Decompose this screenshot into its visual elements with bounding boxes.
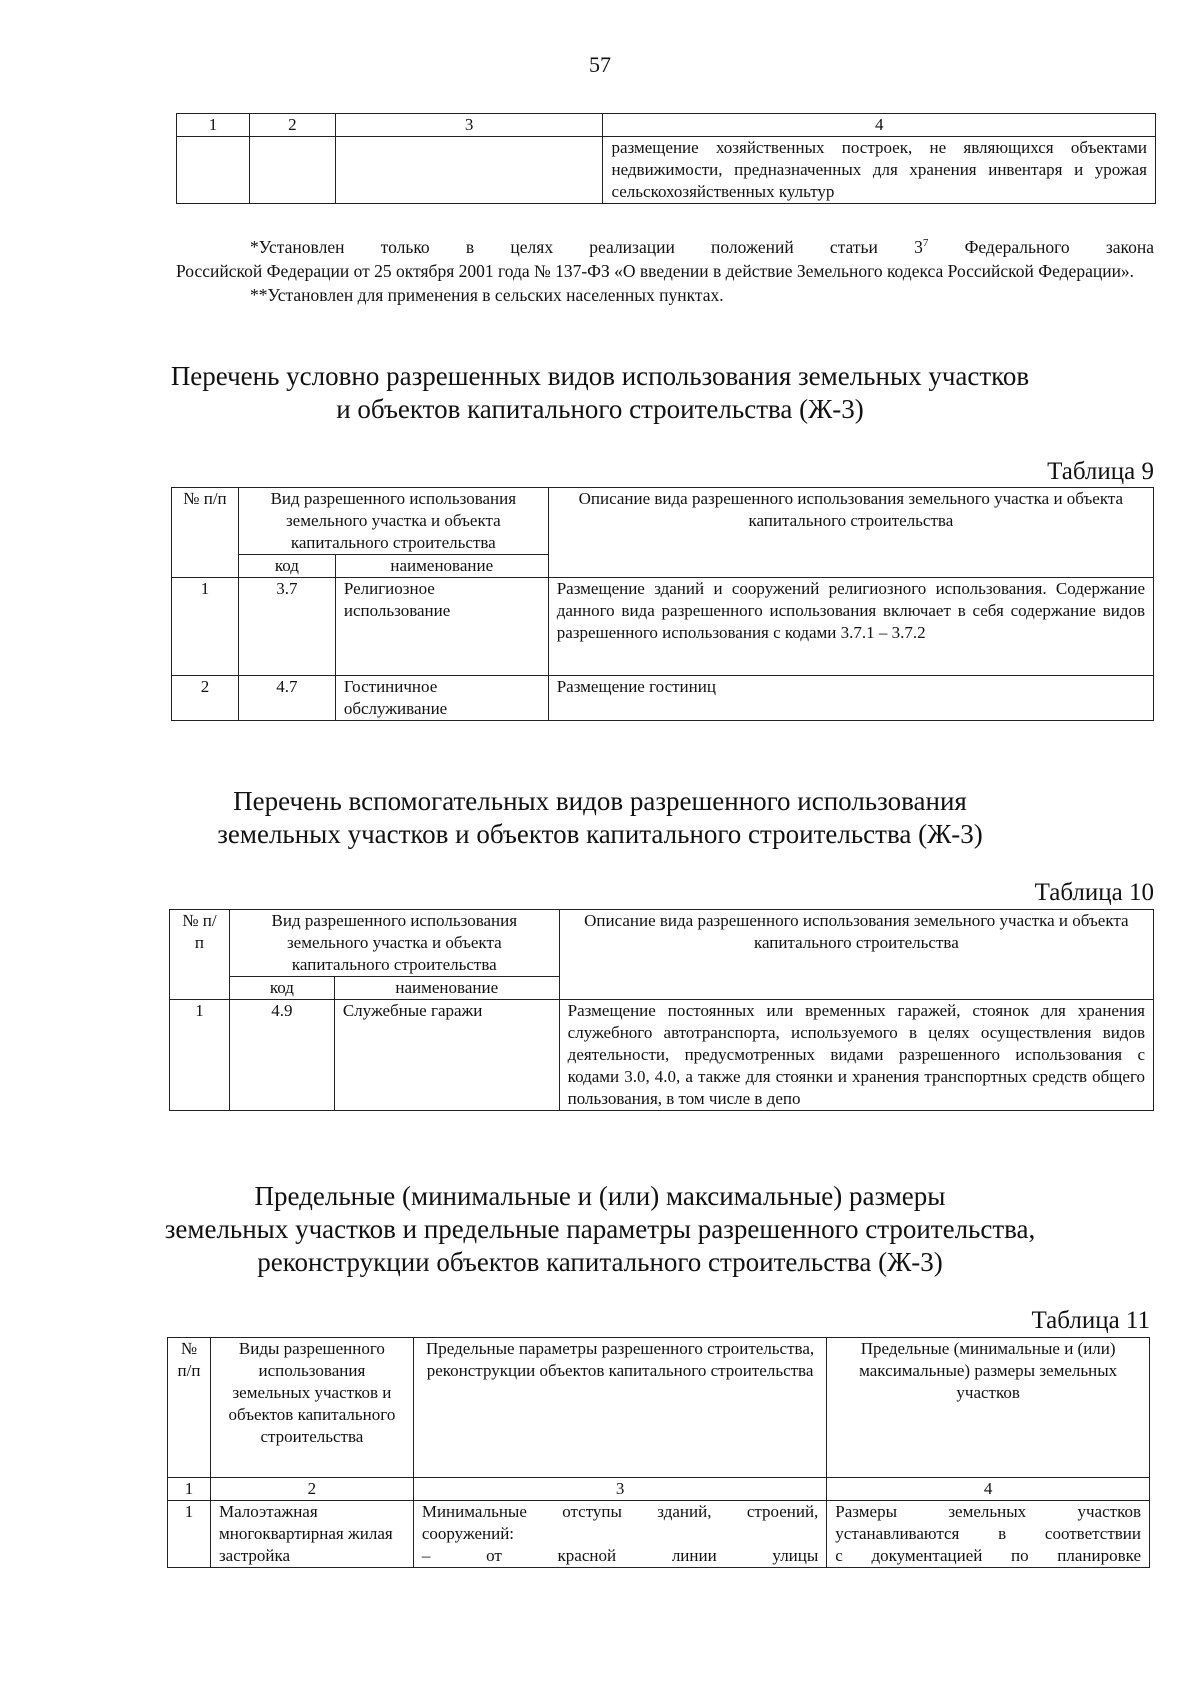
row-code: 3.7 — [238, 578, 335, 676]
header-code: код — [229, 977, 334, 1000]
table-cell — [177, 137, 250, 204]
table-11 — [167, 1337, 1150, 1568]
page-number: 57 — [589, 52, 611, 77]
footnote-1-suffix: Федерального закона — [928, 237, 1154, 257]
column-number-3: 3 — [335, 114, 603, 137]
footnote-2: **Установлен для применения в сельских населенных пунктах. — [250, 285, 724, 305]
section-title-auxiliary-uses: Перечень вспомогательных видов разрешенного использования земельных участков и объектов капитального строительства (Ж-3) — [217, 786, 983, 849]
table-9 — [171, 487, 1154, 721]
header-construction-parameters: Предельные параметры разрешенного строительства, реконструкции объектов капитального строительства — [413, 1338, 826, 1478]
table-row — [168, 1501, 1150, 1568]
table-header-row — [177, 114, 1156, 137]
footnotes — [176, 235, 1154, 307]
header-description: Описание вида разрешенного использования земельного участка и объекта капитального строительства — [548, 488, 1153, 578]
row-number: 1 — [170, 1000, 230, 1111]
footnote-1-prefix: *Установлен только в целях реализации положений статьи 3 — [250, 237, 923, 257]
header-plot-sizes: Предельные (минимальные и (или) максимальные) размеры земельных участков — [827, 1338, 1150, 1478]
row-construction-parameters: Минимальные отступы зданий, строений, сооружений: – от красной линии улицы — [413, 1501, 826, 1568]
section-title-conditional-uses: Перечень условно разрешенных видов использования земельных участков и объектов капитального строительства (Ж-3) — [170, 361, 1030, 424]
row-code: 4.9 — [229, 1000, 334, 1111]
table-11-caption: Таблица 11 — [1031, 1307, 1150, 1334]
table-header-row — [170, 910, 1154, 977]
header-number: № п/п — [172, 488, 239, 578]
column-number-2: 2 — [249, 114, 335, 137]
table-9-caption: Таблица 9 — [1047, 458, 1154, 485]
column-number-2: 2 — [210, 1478, 413, 1501]
table-row — [172, 676, 1154, 721]
row-code: 4.7 — [238, 676, 335, 721]
header-description: Описание вида разрешенного использования земельного участка и объекта капитального строительства — [559, 910, 1153, 1000]
row-plot-sizes: Размеры земельных участков устанавливаются в соответствии с документацией по планировке — [827, 1501, 1150, 1568]
row-number: 2 — [172, 676, 239, 721]
header-name: наименование — [335, 555, 548, 578]
column-number-4: 4 — [827, 1478, 1150, 1501]
row-description: Размещение зданий и сооружений религиозного использования. Содержание данного вида разрешенного использования включает в себя содержание видов разрешенного использования с кодами 3.7.1 – 3.7.2 — [548, 578, 1153, 676]
table-column-numbers-row — [168, 1478, 1150, 1501]
table-row — [177, 137, 1156, 204]
section-title-limit-parameters: Предельные (минимальные и (или) максимальные) размеры земельных участков и предельные параметры разрешенного строительства, реконструкции объектов капитального строительства (Ж-3) — [164, 1181, 1036, 1277]
footnote-1-line-1 — [176, 235, 1154, 259]
row-name: Религиозное использование — [335, 578, 548, 676]
row-description: Размещение гостиниц — [548, 676, 1153, 721]
header-code: код — [238, 555, 335, 578]
table-header-row — [172, 488, 1154, 555]
table-cell-description: размещение хозяйственных построек, не являющихся объектами недвижимости, предназначенных для хранения инвентаря и урожая сельскохозяйственных культур — [603, 137, 1156, 204]
header-use-type: Вид разрешенного использования земельного участка и объекта капитального строительства — [238, 488, 548, 555]
header-name: наименование — [334, 977, 559, 1000]
row-name: Служебные гаражи — [334, 1000, 559, 1111]
table-cell — [249, 137, 335, 204]
table-10 — [169, 909, 1154, 1111]
footnote-1-superscript: 7 — [922, 237, 929, 250]
row-number: 1 — [168, 1501, 211, 1568]
column-number-3: 3 — [413, 1478, 826, 1501]
table-header-row — [168, 1338, 1150, 1478]
column-number-1: 1 — [168, 1478, 211, 1501]
row-number: 1 — [172, 578, 239, 676]
row-use-type: Малоэтажная многоквартирная жилая застройка — [210, 1501, 413, 1568]
header-number: № п/п — [170, 910, 230, 1000]
row-name: Гостиничное обслуживание — [335, 676, 548, 721]
table-cell — [335, 137, 603, 204]
row-description: Размещение постоянных или временных гаражей, стоянок для хранения служебного автотранспорта, используемого в целях осуществления видов деятельности, предусмотренных видами разрешенного использования с кодами 3.0, 4.0, а также для стоянки и хранения транспортных средств общего пользования, в том числе в депо — [559, 1000, 1153, 1111]
column-number-4: 4 — [603, 114, 1156, 137]
column-number-1: 1 — [177, 114, 250, 137]
footnote-1-continuation: Российской Федерации от 25 октября 2001 года № 137-ФЗ «О введении в действие Земельного кодекса Российской Федерации». — [176, 261, 1135, 281]
header-number: № п/п — [168, 1338, 211, 1478]
table-row — [172, 578, 1154, 676]
header-use-types: Виды разрешенного использования земельных участков и объектов капитального строительства — [210, 1338, 413, 1478]
header-use-type: Вид разрешенного использования земельного участка и объекта капитального строительства — [229, 910, 559, 977]
continued-table — [176, 113, 1156, 204]
table-row — [170, 1000, 1154, 1111]
table-10-caption: Таблица 10 — [1034, 879, 1154, 906]
